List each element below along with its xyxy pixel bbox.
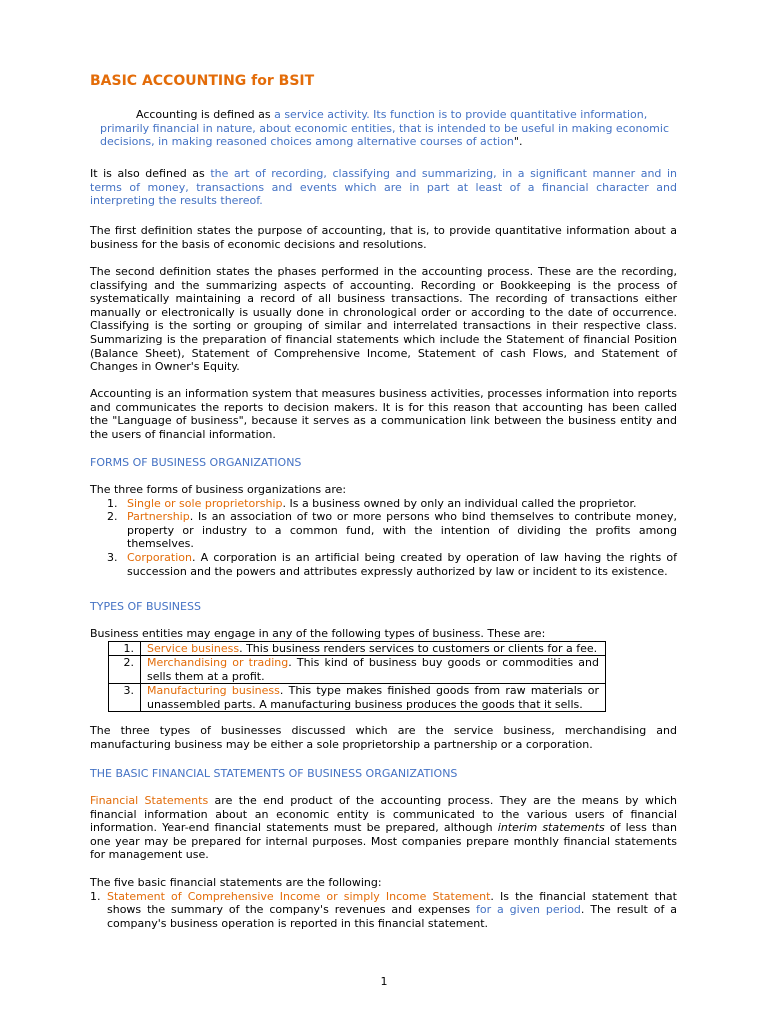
forms-item-corporation [90, 551, 677, 578]
statements-term: Financial Statements [90, 794, 209, 807]
statements-item-period: for a given period [475, 903, 581, 917]
statements-list-item [90, 890, 677, 931]
page-number: 1 [380, 975, 388, 988]
forms-item-number: 1. [107, 496, 118, 510]
forms-section [90, 483, 677, 578]
statements-text-one: are the end product of the accounting process. They are the means by which financial information about an economic entity is communicated to the various users of financial information. Year-end financial statements must be prepared, although [90, 794, 677, 835]
forms-item-term: Partnership [127, 510, 190, 524]
forms-item-number: 3. [107, 550, 118, 564]
forms-item-term: Single or sole proprietorship [127, 496, 283, 510]
table-cell-number: 3. [109, 684, 141, 712]
statements-list [90, 876, 677, 930]
definition-one-highlight: a service activity. Its function is to provide quantitative information, primarily financial in nature, about economic entities, that is intended to be useful in making economic decisions, in making reasoned choices among alternative courses of action [100, 108, 670, 149]
forms-item-partnership [90, 510, 677, 551]
forms-intro: The three forms of business organizations are: [90, 483, 347, 496]
forms-item-number: 2. [107, 510, 118, 524]
paragraph-information-system: Accounting is an information system that measures business activities, processes information into reports and communicates the reports to decision makers. It is for this reason that accounting has been called the "Language of business", because it serves as a communication link between the business entity and the users of financial information. [90, 387, 677, 441]
table-cell-description [141, 656, 606, 684]
definition-two-highlight: the art of recording, classifying and summarizing, in a significant manner and in terms of money, transactions and events which are in part at least of a financial character and interpreting the results thereof. [90, 167, 677, 208]
table-cell-number: 2. [109, 656, 141, 684]
statements-item-term: Statement of Comprehensive Income or simply Income Statement [107, 889, 491, 903]
paragraph-first-definition: The first definition states the purpose of accounting, that is, to provide quantitative information about a business for the basis of economic decisions and resolutions. [90, 224, 677, 251]
definition-two-lead: It is also defined as [90, 167, 211, 180]
forms-item-desc: . Is a business owned by only an individual called the proprietor. [282, 496, 637, 510]
definition-one-tail: ". [513, 135, 523, 149]
statements-item-text-one: . Is the financial statement that shows the summary of the company's revenues and expenses [107, 889, 677, 917]
types-heading: TYPES OF BUSINESS [90, 600, 201, 613]
table-row [109, 656, 606, 684]
types-summary: The three types of businesses discussed which are the service business, merchandising and manufacturing business may be either a sole proprietorship a partnership or a corporation. [90, 724, 677, 751]
statements-italic-term: interim statements [497, 821, 605, 835]
forms-item-desc: . A corporation is an artificial being created by operation of law having the rights of succession and the powers and attributes expressly authorized by law or incident to its existence. [127, 550, 677, 578]
types-table [108, 641, 606, 712]
statements-item-number: 1. [90, 889, 101, 903]
forms-item-term: Corporation [127, 550, 192, 564]
statements-heading: THE BASIC FINANCIAL STATEMENTS OF BUSINESS ORGANIZATIONS [90, 767, 458, 780]
document-title: BASIC ACCOUNTING for BSIT [90, 73, 315, 89]
type-desc: . This kind of business buy goods or commodities and sells them at a profit. [147, 656, 599, 683]
statements-list-intro: The five basic financial statements are the following: [90, 876, 382, 889]
forms-item-sole-proprietorship [90, 497, 677, 511]
type-desc: . This business renders services to customers or clients for a fee. [239, 642, 598, 655]
table-row [109, 684, 606, 712]
forms-heading: FORMS OF BUSINESS ORGANIZATIONS [90, 456, 302, 469]
type-desc: . This type makes finished goods from raw materials or unassembled parts. A manufacturing business produces the goods that it sells. [147, 684, 599, 711]
statements-item-text-two: . The result of a company's business operation is reported in this financial statement. [107, 903, 678, 930]
forms-item-desc: . Is an association of two or more persons who bind themselves to contribute money, property or industry to a common fund, with the intention of dividing the profits among themselves. [127, 510, 677, 551]
definition-one [100, 108, 684, 149]
table-cell-number: 1. [109, 642, 141, 656]
statements-text-two: of less than one year may be prepared for internal purposes. Most companies prepare monthly financial statements for management use. [90, 821, 678, 862]
table-cell-description [141, 642, 606, 656]
type-term: Merchandising or trading [147, 656, 289, 670]
table-row [109, 642, 606, 656]
paragraph-second-definition: The second definition states the phases performed in the accounting process. These are the recording, classifying and the summarizing aspects of accounting. Recording or Bookkeeping is the process of systematically maintaining a record of all business transactions. The recording of transactions either manually or electronically is usually done in chronological order or according to the date of occurrence. Classifying is the sorting or grouping of similar and interrelated transactions in their respective class. Summarizing is the preparation of financial statements which include the Statement of financial Position (Balance Sheet), Statement of Comprehensive Income, Statement of cash Flows, and Statement of Changes in Owner's Equity. [90, 265, 677, 374]
statements-paragraph [90, 794, 677, 862]
definition-one-lead: Accounting is defined as [136, 108, 275, 121]
type-term: Manufacturing business [147, 684, 280, 698]
type-term: Service business [147, 642, 240, 655]
types-intro: Business entities may engage in any of the following types of business. These are: [90, 627, 546, 640]
definition-two [90, 167, 677, 208]
table-cell-description [141, 684, 606, 712]
